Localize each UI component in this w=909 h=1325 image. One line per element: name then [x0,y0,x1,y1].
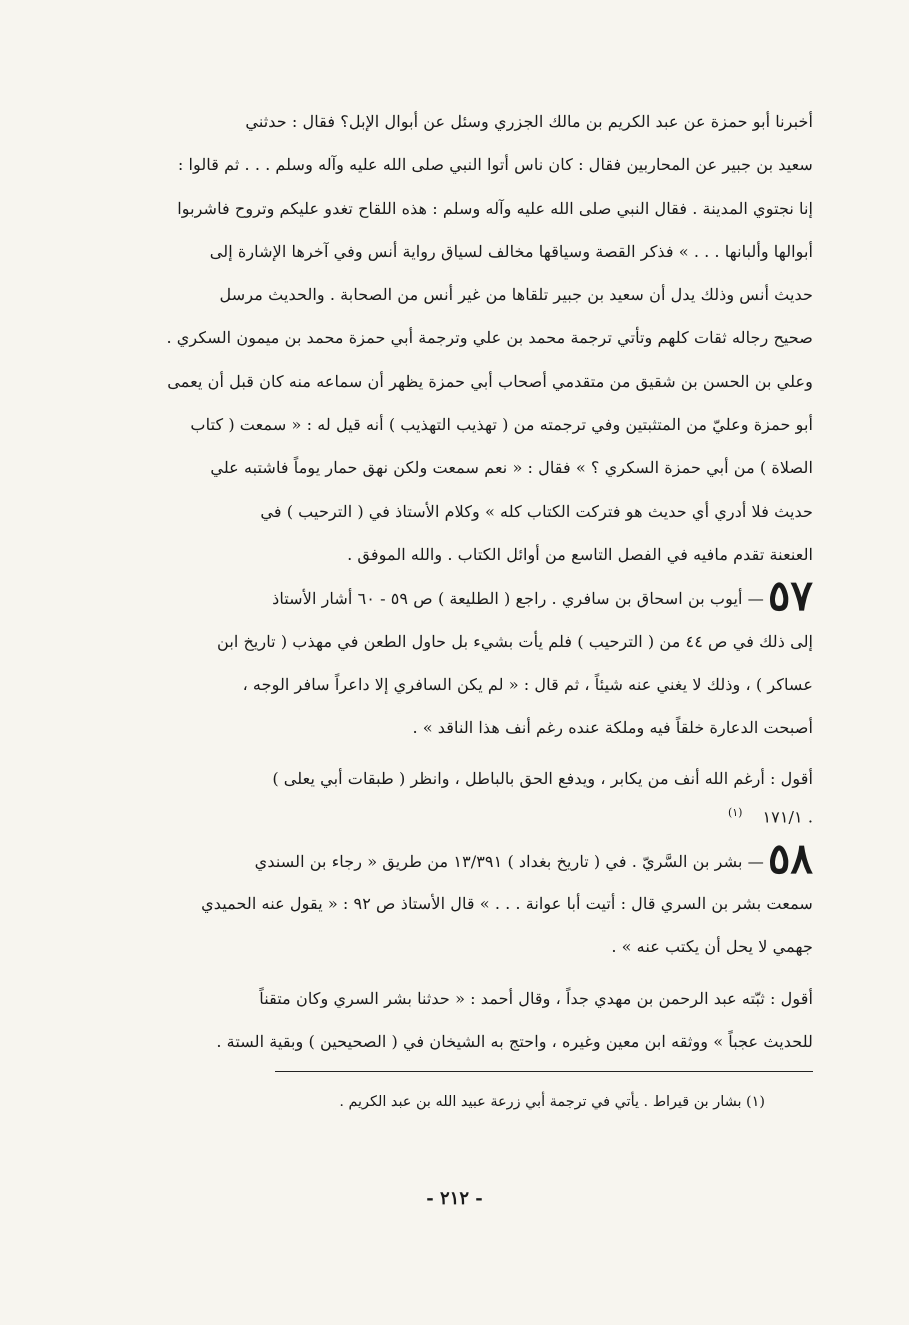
text-line: سعيد بن جبير عن المحاربين فقال : كان ناس أتوا النبي صلى الله عليه وآله وسلم . . . ثم قالوا : [177,155,813,175]
entry-58-heading-line [78,839,813,882]
text-line: للحديث عجباً » ووثقه ابن معين وغيره ، واحتج به الشيخان في ( الصحيحين ) وبقية الستة . [216,1031,813,1051]
text-line: إنا نجتوي المدينة . فقال النبي صلى الله عليه وآله وسلم : هذه اللقاح تغدو عليكم وتروح فاشربوا [177,198,813,218]
text-line-with-note [78,801,813,831]
page-number: - ٢١٢ - [426,1188,483,1209]
text-line: أقول : ثبّته عبد الرحمن بن مهدي جداً ، وقال أحمد : « حدثنا بشر السري وكان متقناً [259,988,813,1008]
footnote-reference: (١) [727,805,743,819]
text-line: عساكر ) ، وذلك لا يغني عنه شيئاً ، ثم قال : « لم يكن السافري إلا داعراً سافر الوجه ، [242,674,813,694]
text-line: أبو حمزة وعليّ من المتثبتين وفي ترجمته من ( تهذيب التهذيب ) أنه قيل له : « سمعت ( كتاب [190,415,813,435]
text-line: العنعنة تقدم مافيه في الفصل التاسع من أوائل الكتاب . والله الموفق . [347,544,813,564]
text-line: . ١٧١/١ [762,807,813,827]
text-line: حديث فلا أدري أي حديث هو فتركت الكتاب كله » وكلام الأستاذ في ( الترحيب ) في [260,501,813,521]
text-line: الصلاة ) من أبي حمزة السكري ؟ » فقال : « نعم سمعت ولكن نهق حمار يوماً فاشتبه علي [210,458,813,478]
text-line: سمعت بشر بن السري قال : أتيت أبا عوانة . . . » قال الأستاذ ص ٩٢ : « يقول عنه الحميدي [201,894,813,914]
entry-number-58: ٥٨ [767,838,813,883]
text-line: أصبحت الدعارة خلقاً فيه وملكة عنده رغم أنف هذا الناقد » . [412,718,813,738]
footnote-separator [275,1071,813,1072]
text-line: — أيوب بن اسحاق بن سافري . راجع ( الطليعة ) ص ٥٩ - ٦٠ أشار الأستاذ [272,589,764,609]
text-line: أبوالها وألبانها . . . » فذكر القصة وسياقها مخالف لسياق رواية أنس وفي آخرها الإشارة إلى [209,241,813,261]
text-line: أقول : أرغم الله أنف من يكابر ، ويدفع الحق بالباطل ، وانظر ( طبقات أبي يعلى ) [272,769,813,789]
text-line: جهمي لا يحل أن يكتب عنه » . [611,937,813,957]
text-line: — بشر بن السَّريّ . في ( تاريخ بغداد ) ١٣/٣٩١ من طريق « رجاء بن السندي [254,851,764,871]
text-line: حديث أنس وذلك يدل أن سعيد بن جبير تلقاها من غير أنس من الصحابة . والحديث مرسل [219,285,813,305]
main-text [78,100,813,1063]
text-line: أخبرنا أبو حمزة عن عبد الكريم بن مالك الجزري وسئل عن أبوال الإبل؟ فقال : حدثني [245,112,813,131]
text-line: إلى ذلك في ص ٤٤ من ( الترحيب ) فلم يأت بشيء بل حاول الطعن في مهذب ( تاريخ ابن [217,631,813,651]
entry-57-heading-line [78,576,813,619]
footnote: (١) بشار بن قيراط . يأتي في ترجمة أبي زرعة عبيد الله بن عبد الكريم . [339,1094,765,1111]
text-line: وعلي بن الحسن بن شقيق من متقدمي أصحاب أبي حمزة يظهر أن سماعه منه كان قبل أن يعمى [167,371,813,391]
entry-number-57: ٥٧ [767,576,813,620]
text-line: صحيح رجاله ثقات كلهم وتأتي ترجمة محمد بن علي وترجمة أبي حمزة محمد بن ميمون السكري . [166,328,813,348]
